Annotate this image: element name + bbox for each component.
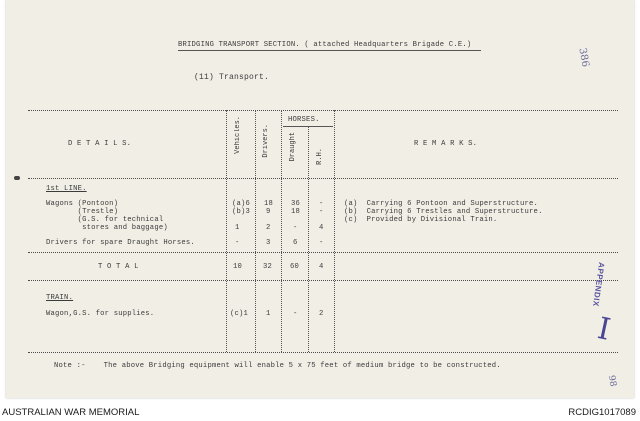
section-heading-train: TRAIN. [46, 294, 74, 302]
col-divider-riding [308, 126, 309, 352]
remark-b: (b) Carrying 6 Trestles and Superstructure. [344, 208, 543, 216]
table-cell-drivers: 1 [266, 310, 271, 318]
col-header-details: D E T A I L S. [68, 140, 132, 148]
horses-underline [283, 126, 333, 127]
table-cell-vehicles: (c)1 [230, 310, 249, 318]
remark-c: (c) Provided by Divisional Train. [344, 216, 498, 224]
title-underline [178, 50, 481, 51]
col-divider-draught [281, 110, 282, 352]
table-cell-vehicles: 1 [235, 224, 240, 232]
note-text: Note :- The above Bridging equipment will enable 5 x 75 feet of medium bridge to be constructed. [54, 362, 501, 370]
appendix-stamp: APPENDIX [590, 261, 607, 308]
table-row-detail: Wagons (Pontoon) [46, 200, 119, 208]
table-row-detail: (Trestle) [46, 208, 119, 216]
footer-record-id: RCDIG1017089 [568, 407, 636, 418]
table-cell-draught: - [293, 224, 298, 232]
section-subtitle: (11) Transport. [194, 73, 270, 82]
table-cell-drivers: 2 [266, 224, 271, 232]
handwritten-mark: I [594, 311, 614, 348]
table-cell-draught: - [293, 310, 298, 318]
page-number-bottom: 98 [605, 374, 618, 388]
table-cell-draught: 36 [291, 200, 301, 208]
table-cell-drivers: 9 [266, 208, 271, 216]
total-vehicles: 10 [233, 263, 243, 271]
table-cell-vehicles: (a)6 [232, 200, 251, 208]
table-row-detail: Wagon,G.S. for supplies. [46, 310, 155, 318]
table-bottom-rule [28, 352, 618, 353]
table-row-detail: Drivers for spare Draught Horses. [46, 239, 195, 247]
table-top-rule [28, 110, 618, 111]
col-divider-remarks [334, 110, 335, 352]
table-cell-riding: - [319, 200, 324, 208]
total-riding: 4 [319, 263, 324, 271]
table-cell-riding: 4 [319, 224, 324, 232]
section-heading-first-line: 1st LINE. [46, 185, 87, 193]
document-title: BRIDGING TRANSPORT SECTION. ( attached Headquarters Brigade C.E.) [178, 41, 472, 49]
footer-archive-name: AUSTRALIAN WAR MEMORIAL [2, 407, 140, 418]
table-row-detail: (G.S. for technical [46, 216, 164, 224]
col-header-riding: R.H. [316, 148, 324, 165]
table-cell-riding: 2 [319, 310, 324, 318]
ink-mark [14, 176, 20, 180]
total-top-rule [28, 252, 618, 253]
table-cell-riding: - [319, 208, 324, 216]
table-cell-riding: - [319, 239, 324, 247]
table-cell-drivers: 3 [266, 239, 271, 247]
col-header-drivers: Drivers. [262, 124, 270, 158]
table-cell-vehicles: (b)3 [232, 208, 251, 216]
header-bottom-rule [28, 178, 618, 179]
total-label: T O T A L [98, 263, 139, 271]
table-row-detail: stores and baggage) [46, 224, 168, 232]
col-header-horses: HORSES. [288, 116, 320, 124]
col-divider-vehicles [226, 110, 227, 352]
table-cell-vehicles: - [235, 239, 240, 247]
page-number-annotation: 386 [576, 47, 591, 68]
col-header-vehicles: Vehicles. [234, 116, 242, 154]
table-cell-drivers: 18 [264, 200, 274, 208]
total-draught: 60 [290, 263, 300, 271]
total-bottom-rule [28, 280, 618, 281]
col-divider-drivers [255, 110, 256, 352]
col-header-draught: Draught [289, 132, 297, 162]
remark-a: (a) Carrying 6 Pontoon and Superstructure. [344, 200, 539, 208]
table-cell-draught: 18 [291, 208, 301, 216]
document-sheet [6, 0, 634, 398]
total-drivers: 32 [263, 263, 273, 271]
col-header-remarks: R E M A R K S. [414, 140, 478, 148]
table-cell-draught: 6 [293, 239, 298, 247]
